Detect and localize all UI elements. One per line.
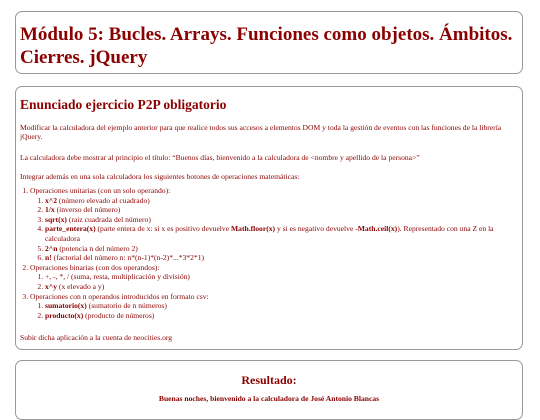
operation-description: (x elevado a y) xyxy=(57,281,105,291)
math-floor-code: Math.floor(x) xyxy=(231,224,276,234)
math-ceil-code: Math.ceil(x) xyxy=(357,224,398,234)
list-item xyxy=(45,205,528,215)
operation-name: producto(x) xyxy=(45,310,84,320)
operation-description: (inverso del número) xyxy=(54,205,121,215)
operation-description: (parte entera de x: si x es positivo devuelve xyxy=(95,224,231,234)
result-panel xyxy=(15,360,523,420)
operation-name: 2^n xyxy=(45,243,58,253)
list-item xyxy=(45,253,528,263)
operation-description: (potencia n del número 2) xyxy=(57,243,138,253)
operation-name: parte_entera(x) xyxy=(45,224,96,234)
operations-group-n-ary xyxy=(30,292,528,321)
list-item xyxy=(45,224,528,243)
group-label: Operaciones con n operandos introducidos en formato csv: xyxy=(30,291,209,301)
title-panel xyxy=(15,11,523,74)
operation-description: (producto de números) xyxy=(83,310,155,320)
list-item xyxy=(45,244,528,254)
list-item xyxy=(45,272,528,282)
page-title: Módulo 5: Bucles. Arrays. Funciones como objetos. Ámbitos. Cierres. jQuery xyxy=(20,24,513,68)
operation-description: (factorial del número n: n*(n-1)*(n-2)*...*3*2*1) xyxy=(51,253,205,263)
list-item xyxy=(45,215,528,225)
operations-list xyxy=(20,186,528,320)
list-item xyxy=(45,301,528,311)
operation-description: (raiz cuadrada del número) xyxy=(66,214,151,224)
operation-name: 1/x xyxy=(45,205,55,215)
result-heading: Resultado: xyxy=(241,373,297,387)
statement-heading: Enunciado ejercicio P2P obligatorio xyxy=(20,97,227,112)
list-item xyxy=(45,311,528,321)
statement-paragraph-4: Subir dicha aplicación a la cuenta de neocities.org xyxy=(20,333,173,342)
list-item xyxy=(45,282,528,292)
operation-description: (número elevado al cuadrado) xyxy=(57,195,150,205)
operation-description: y si es negativo devuelve - xyxy=(275,224,358,234)
greeting-text: Buenas noches, bienvenido a la calculadora de José Antonio Blancas xyxy=(158,394,380,403)
group-label: Operaciones unitarias (con un solo operando): xyxy=(30,186,171,195)
operation-name: x^2 xyxy=(45,195,58,205)
statement-paragraph-2: La calculadora debe mostrar al principio el título: “Buenos días, bienvenido a la calculadora de <nombre y apellido de la persona>” xyxy=(20,153,420,162)
group-label: Operaciones binarias (con dos operandos): xyxy=(30,262,160,272)
operations-group-binary xyxy=(30,263,528,292)
statement-paragraph-3: Integrar además en una sola calculadora los siguientes botones de operaciones matemáticas: xyxy=(20,172,300,181)
operation-name: sumatorio(x) xyxy=(45,301,87,311)
operations-group-unary xyxy=(30,186,528,263)
operation-description: ). Representado con una Z en la calculadora xyxy=(45,224,494,243)
operation-description: +, -, *, / (suma, resta, multiplicación y división) xyxy=(45,272,190,282)
list-item xyxy=(45,196,528,206)
operation-name: n! xyxy=(45,253,52,263)
operation-name: sqrt(x) xyxy=(45,214,67,224)
operation-name: x^y xyxy=(45,281,58,291)
statement-paragraph-1: Modificar la calculadora del ejemplo anterior para que realice todos sus accesos a elementos DOM y toda la gestión de eventos con las funciones de la librería jQuery. xyxy=(20,123,502,142)
operation-description: (sumatorio de n números) xyxy=(86,301,167,311)
statement-panel xyxy=(15,86,523,350)
